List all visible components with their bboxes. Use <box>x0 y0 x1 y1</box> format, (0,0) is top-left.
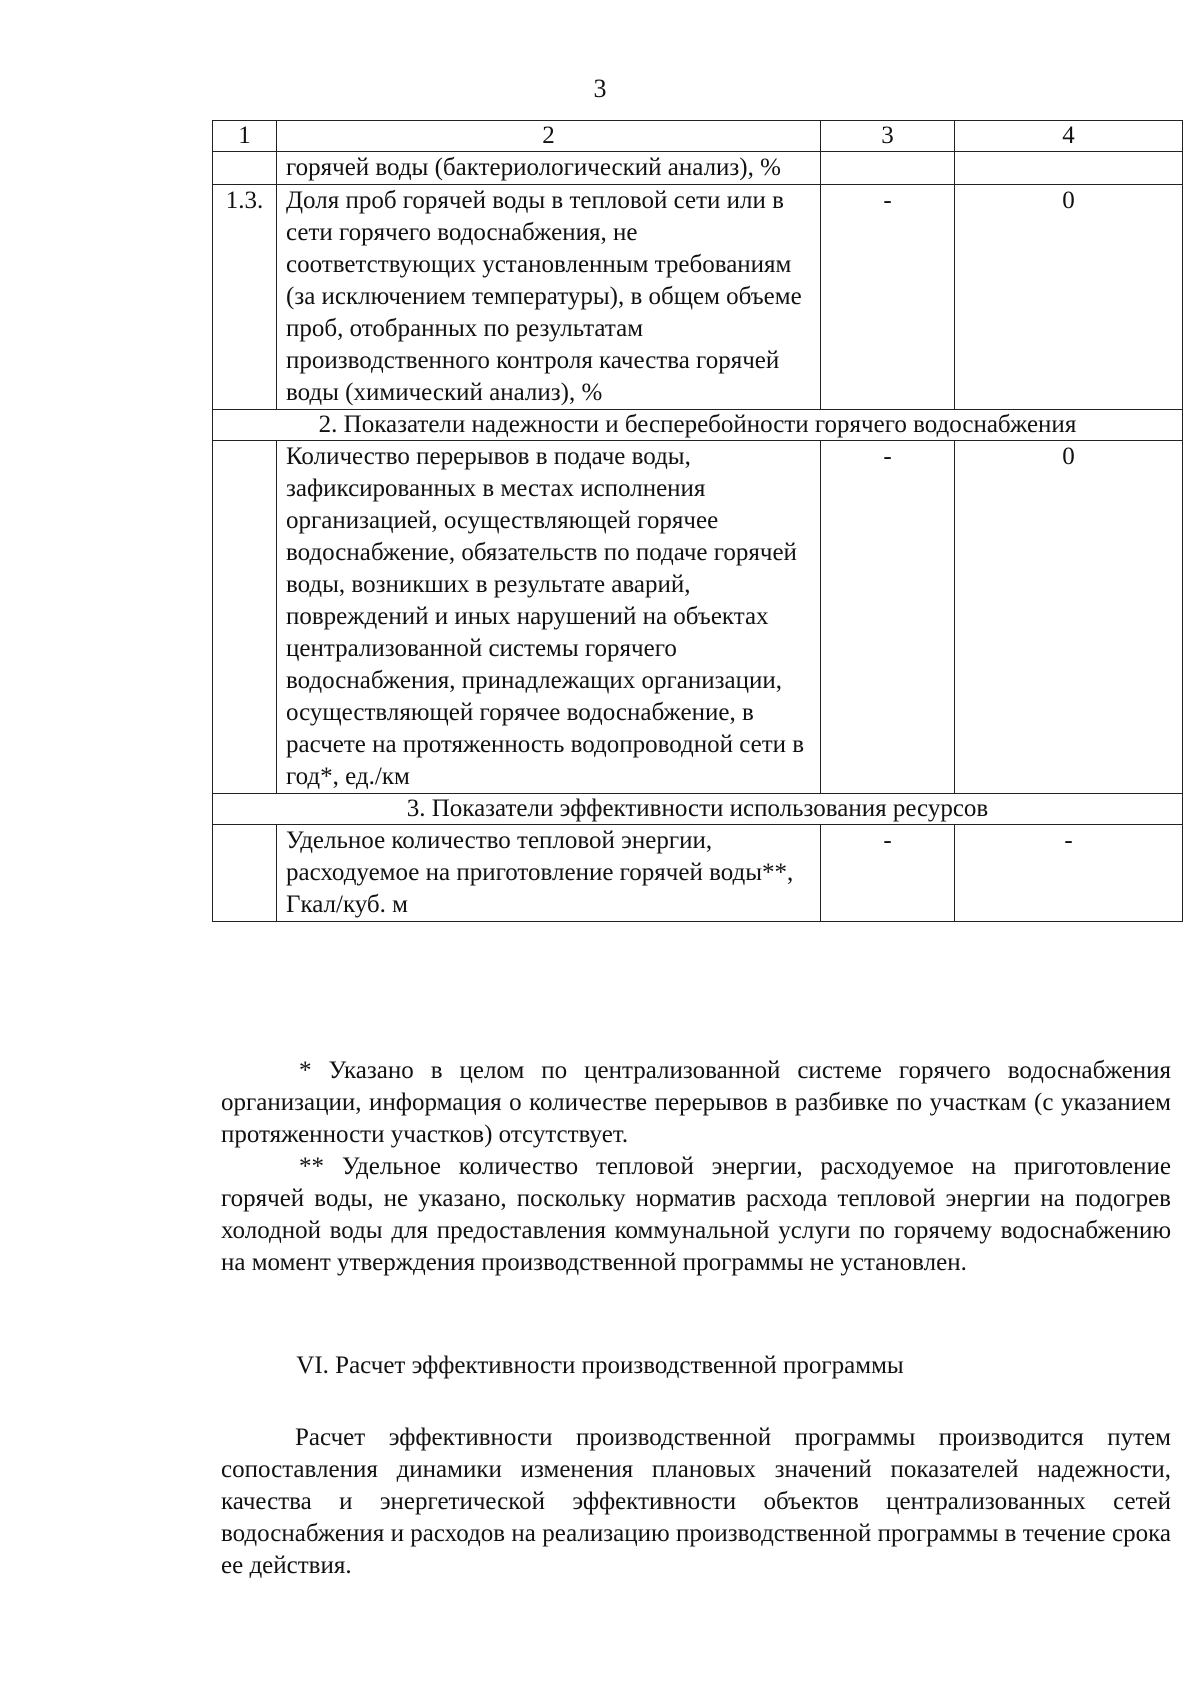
table-row <box>213 825 1183 922</box>
value-col4: - <box>955 825 1183 922</box>
footnote-1: * Указано в целом по централизованной системе горячего водоснабжения организации, информация о количестве перерывов в разбивке по участкам (с указанием протяженности участков) отсутствует. <box>221 1057 1171 1148</box>
section-heading: VI. Расчет эффективности производственной программы <box>296 1352 904 1379</box>
section-title-resources: 3. Показатели эффективности использования ресурсов <box>213 794 1183 825</box>
value-col4: 0 <box>955 185 1183 410</box>
indicator-name: горячей воды (бактериологический анализ), % <box>277 152 821 185</box>
value-col3 <box>821 152 955 185</box>
value-col4: 0 <box>955 441 1183 794</box>
section-title-reliability: 2. Показатели надежности и бесперебойности горячего водоснабжения <box>213 410 1183 441</box>
header-cell: 3 <box>821 121 955 152</box>
header-cell: 2 <box>277 121 821 152</box>
header-cell: 1 <box>213 121 277 152</box>
section-row <box>213 410 1183 441</box>
value-col3: - <box>821 185 955 410</box>
value-col3: - <box>821 825 955 922</box>
section-row <box>213 794 1183 825</box>
table-row <box>213 441 1183 794</box>
value-col4 <box>955 152 1183 185</box>
header-cell: 4 <box>955 121 1183 152</box>
paragraph-text: Расчет эффективности производственной программы производится путем сопоставления динамики изменения плановых значений показателей надежности, качества и энергетической эффективности объектов централизованных сетей водоснабжения и расходов на реализацию производственной программы в течение срока ее действия. <box>221 1424 1171 1579</box>
footnote-2: ** Удельное количество тепловой энергии, расходуемое на приготовление горячей воды, не указано, поскольку норматив расхода тепловой энергии на подогрев холодной воды для предоставления коммунальной услуги по горячему водоснабжению на момент утверждения производственной программы не установлен. <box>221 1153 1171 1276</box>
row-number <box>213 152 277 185</box>
row-number <box>213 825 277 922</box>
value-col3: - <box>821 441 955 794</box>
footnotes <box>221 1055 1171 1279</box>
page-number: 3 <box>593 74 607 103</box>
table-row <box>213 152 1183 185</box>
body-paragraph <box>221 1422 1171 1582</box>
indicator-name: Доля проб горячей воды в тепловой сети или в сети горячего водоснабжения, не соответствующих установленным требованиям (за исключением температуры), в общем объеме проб, отобранных по результатам производственного контроля качества горячей воды (химический анализ), % <box>277 185 821 410</box>
indicators-table <box>212 120 1183 922</box>
indicator-name: Количество перерывов в подаче воды, зафиксированных в местах исполнения организацией, осуществляющей горячее водоснабжение, обязательств по подаче горячей воды, возникших в результате аварий, повреждений и иных нарушений на объектах централизованной системы горячего водоснабжения, принадлежащих организации, осуществляющей горячее водоснабжение, в расчете на протяженность водопроводной сети в год*, ед./км <box>277 441 821 794</box>
indicator-name: Удельное количество тепловой энергии, расходуемое на приготовление горячей воды**, Гкал/куб. м <box>277 825 821 922</box>
table-header-row <box>213 121 1183 152</box>
table-row <box>213 185 1183 410</box>
row-number <box>213 441 277 794</box>
row-number: 1.3. <box>213 185 277 410</box>
